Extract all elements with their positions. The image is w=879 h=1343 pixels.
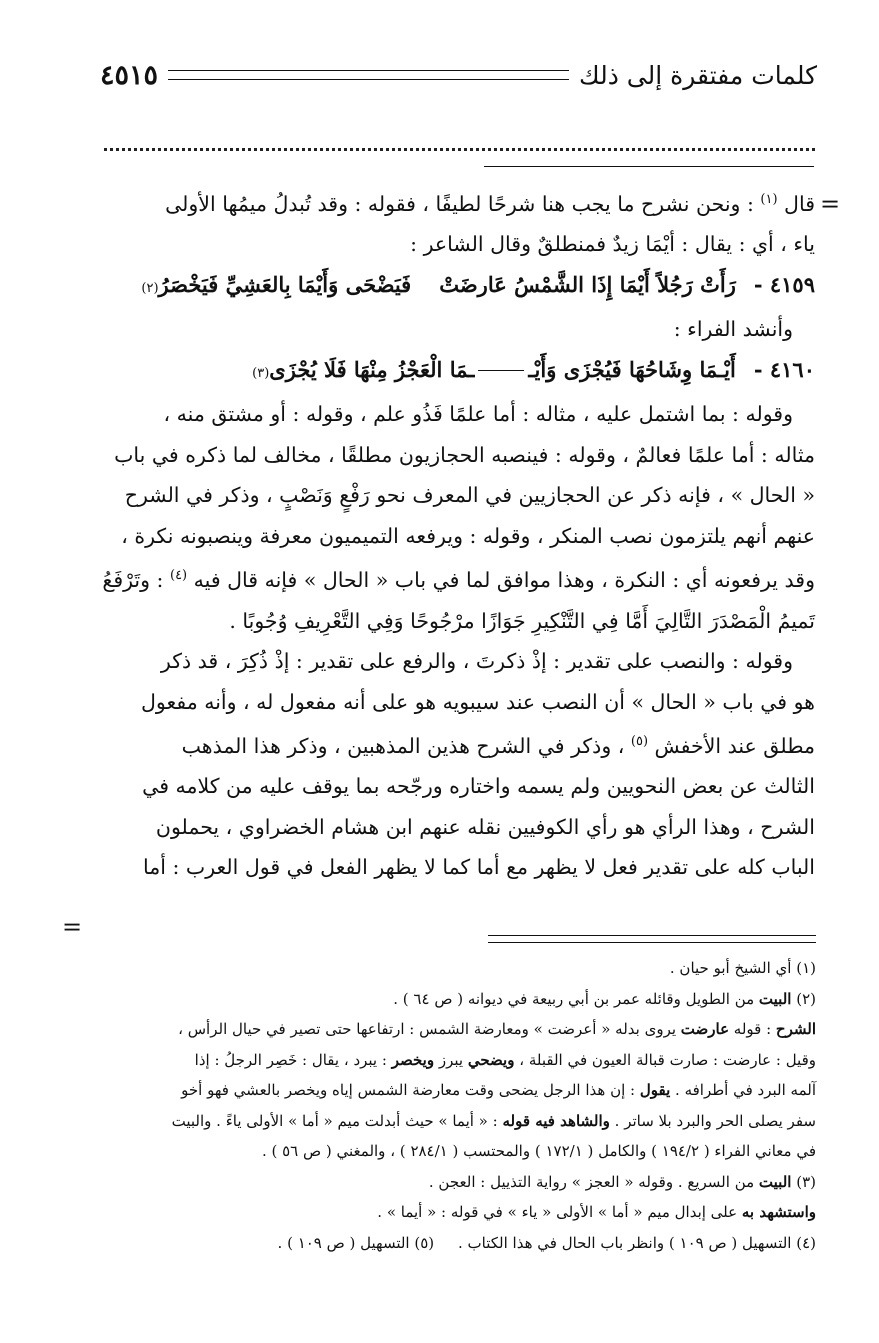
footnote-3 [104, 1167, 816, 1198]
footnote-4: (٤) التسهيل ( ص ١٠٩ ) وانظر باب الحال في هذا الكتاب . [457, 1233, 816, 1252]
footnote-1: (١) أي الشيخ أبو حيان . [669, 959, 816, 977]
footnote-2 [104, 984, 816, 1015]
text-line [100, 180, 815, 224]
text-line: « الحال » ، فإنه ذكر عن الحجازيين في المعرف نحو رَفْعٍ وَنَصْبٍ ، وذكر في الشرح [124, 483, 815, 508]
text-line: تَميمُ الْمَصْدَرَ التَّالِيَ أَمَّا فِي التَّنْكِيرِ جَوَازًا مرْجُوحًا وَفِي التَّعْرِيفِ وُجُوبًا . [229, 608, 815, 633]
footnotes [104, 953, 816, 1258]
bold-term: واستشهد به [741, 1203, 816, 1221]
text-run: (٢) [791, 989, 816, 1008]
text-line [100, 722, 815, 766]
text-run: قال [777, 191, 815, 216]
text-run: ، وذكر في الشرح هذين المذهبين ، وذكر هذا المذهب [181, 733, 631, 758]
footnote-4-5 [104, 1228, 816, 1259]
header-rule [168, 70, 569, 80]
bold-term: الشرح [775, 1020, 816, 1038]
dotted-separator [104, 148, 815, 151]
verse-4159 [100, 265, 815, 310]
text-line: وقوله : والنصب على تقدير : إذْ ذكرتَ ، والرفع على تقدير : إذْ ذُكِرَ ، قد ذكر [160, 649, 793, 674]
verse-4160 [100, 350, 815, 395]
bold-term: البيت [758, 1172, 792, 1191]
text-line: هو في باب « الحال » أن النصب عند سيبويه هو على أنه مفعول له ، وأنه مفعول [140, 689, 815, 714]
bold-term: ويضحي [467, 1050, 515, 1069]
bold-term: يقول [639, 1081, 671, 1099]
bold-term: عارضت [680, 1020, 730, 1038]
text-run: يبرز [434, 1050, 468, 1069]
page-number: ٤٥١٥ [100, 59, 159, 91]
text-run: من الطويل وقائله عمر بن أبي ربيعة في ديوانه ( ص ٦٤ ) . [393, 989, 759, 1008]
text-run: : قوله [729, 1020, 776, 1038]
text-run: وقيل : عارضت : صارت قبالة العيون في القبلة ، [514, 1050, 816, 1069]
text-line: وأنشد الفراء : [673, 317, 793, 342]
text-run: : ونحن نشرح ما يجب هنا شرحًا لطيفًا ، فقوله : وقد تُبدلُ ميمُها الأولى [165, 191, 761, 216]
footnote-ref: (٣) [252, 365, 270, 381]
continuation-mark-top: = [820, 190, 841, 218]
footnote-ref: (٢) [141, 280, 159, 296]
text-run: وقد يرفعونه أي : النكرة ، وهذا موافق لما في باب « الحال » فإنه قال فيه [187, 568, 815, 593]
text-line [100, 556, 815, 600]
continuation-mark-bottom: = [62, 913, 83, 941]
footnote-ref: (٤) [169, 568, 188, 584]
verse-hemistich-2: فَيَضْحَى وَأَيْمَا بِالعَشِيِّ فَيَخْصَرُ [158, 271, 412, 297]
text-run: : « أيما » حيث أبدلت ميم « أما » الأولى ياءً . والبيت [171, 1111, 503, 1130]
footnote-rule [488, 942, 816, 943]
footnote-3-line [104, 1197, 816, 1228]
verse-number: ٤١٦٠ - [753, 356, 815, 382]
verse-number: ٤١٥٩ - [753, 271, 815, 297]
footnote-ref: (٥) [630, 734, 649, 750]
verse-hemistich-2: ـمَا الْعَجْزُ مِنْهَا فَلَا يُجْزَى [269, 356, 475, 382]
footnote-2-line: في معاني الفراء ( ١٩٤/٢ ) والكامل ( ١٧٢/١ ) والمحتسب ( ٢٨٤/١ ) ، والمغني ( ص ٥٦ ) . [261, 1142, 816, 1160]
bold-term: والشاهد فيه قوله [502, 1111, 610, 1130]
bold-term: ويخصر [391, 1050, 435, 1069]
text-line: ياء ، أي : يقال : أيْمَا زيدٌ فمنطلقٌ وقال الشاعر : [410, 232, 815, 257]
text-run: : يبرد ، يقال : خَصِر الرجلُ : إذا [194, 1050, 392, 1069]
text-line: الشرح ، وهذا الرأي هو رأي الكوفيين نقله عنهم ابن هشام الخضراوي ، يحملون [155, 814, 815, 839]
verse-hemistich-1: رَأَتْ رَجُلاً أَيْمَا إِذَا الشَّمْسُ عَارضَتْ [439, 271, 736, 297]
footnote-2-line [104, 1075, 816, 1106]
footnote-rule [488, 935, 816, 936]
footnote-2-sharh [104, 1014, 816, 1045]
text-run: آلمه البرد في أطرافه . [670, 1081, 816, 1099]
short-rule [484, 166, 814, 167]
text-run: يروى بدله « أعرضت » ومعارضة الشمس : ارتفاعها حتى تصير في حيال الرأس ، [178, 1020, 681, 1038]
text-line: مثاله : أما علمًا فعالمٌ ، وقوله : فينصبه الحجازيون مطلقًا ، مخالف لما ذكره في باب [114, 442, 815, 467]
text-run: مطلق عند الأخفش [648, 733, 815, 758]
text-line: عنهم أنهم يلتزمون نصب المنكر ، وقوله : ويرفعه التميميون معرفة وينصبونه نكرة ، [121, 523, 815, 548]
running-header [100, 55, 817, 95]
text-run: على إبدال ميم « أما » الأولى « ياء » في قوله : « أيما » . [377, 1203, 742, 1221]
footnote-ref: (١) [760, 192, 778, 207]
footnote-2-line [104, 1106, 816, 1137]
text-line: وقوله : بما اشتمل عليه ، مثاله : أما علمًا فَذُو علم ، وقوله : أو مشتق منه ، [163, 402, 793, 427]
text-run: سفر يصلى الحر والبرد بلا ساتر . [609, 1111, 816, 1130]
footnote-5: (٥) التسهيل ( ص ١٠٩ ) . [277, 1233, 435, 1252]
header-title: كلمات مفتقرة إلى ذلك [579, 60, 817, 90]
footnote-2-line [104, 1045, 816, 1076]
text-run: من السريع . وقوله « العجز » رواية التذييل : العجن . [428, 1172, 759, 1191]
main-text [100, 180, 815, 888]
text-line: الباب كله على تقدير فعل لا يظهر مع أما كما لا يظهر الفعل في قول العرب : أما [143, 855, 815, 880]
text-run: (٣) [791, 1172, 816, 1191]
bold-term: البيت [758, 989, 792, 1008]
text-run: : وتَرْفَعُ [102, 568, 170, 593]
text-run: : إن هذا الرجل يضحى وقت معارضة الشمس إياه ويخصر بالعشي فهو أخو [181, 1081, 640, 1099]
verse-connector-line [478, 370, 524, 371]
verse-hemistich-1: أَيْـمَا وِشَاحُهَا فَيُجْزَى وَأَيْـ [528, 356, 736, 382]
text-line: الثالث عن بعض النحويين ولم يسمه واختاره ورجّحه بما يوقف عليه من كلامه في [142, 774, 815, 799]
